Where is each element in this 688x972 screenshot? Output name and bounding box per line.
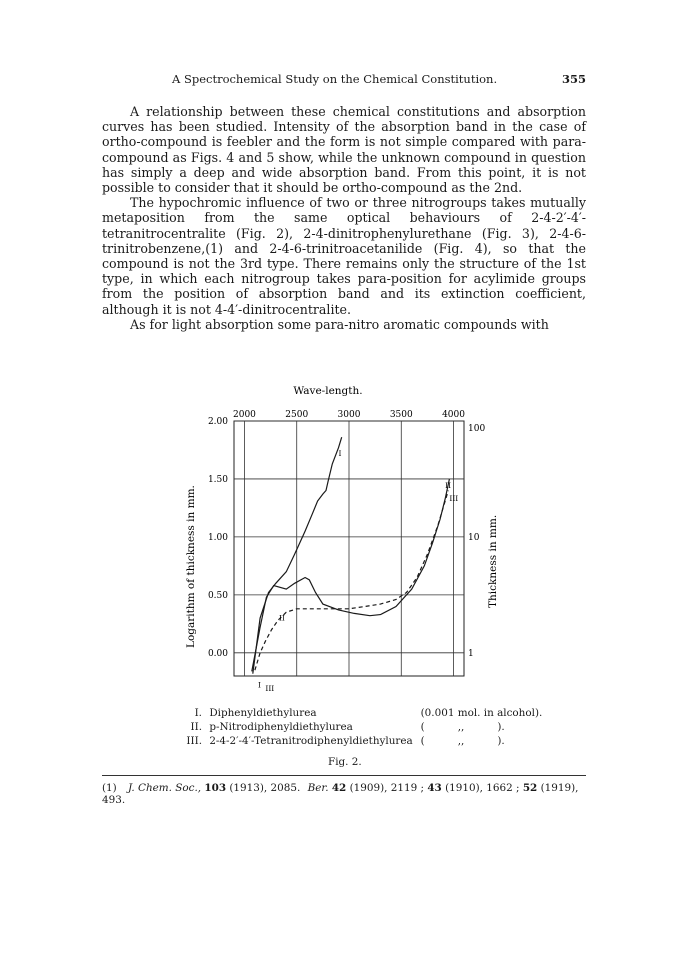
y-tick-label: 1.00 — [207, 532, 228, 543]
legend-row-1 — [178, 707, 542, 719]
footnote-journal-1: J. Chem. Soc., — [128, 782, 202, 794]
absorption-chart — [150, 376, 590, 694]
legend-condition: (0.001 mol. in alcohol). — [420, 707, 543, 719]
y2-tick-label: 10 — [468, 532, 480, 543]
curve-i — [253, 437, 342, 674]
footnote-volume-4: 52 — [522, 782, 538, 794]
figure-2 — [150, 376, 590, 781]
y-tick-label: 0.50 — [207, 590, 228, 601]
running-head: A Spectrochemical Study on the Chemical Constitution. — [172, 72, 498, 86]
legend-numeral: I. — [194, 707, 202, 719]
footnote-volume-3: 43 — [427, 782, 442, 794]
footnote-detail-1: (1913), 2085. — [229, 782, 301, 794]
footnote-rule — [102, 775, 586, 776]
curve-ii — [252, 479, 450, 671]
legend-compound: Diphenyldiethylurea — [209, 707, 317, 719]
y-tick-label: 1.50 — [207, 474, 228, 485]
chart-title: Wave-length. — [293, 385, 363, 397]
legend-condition: ( ,, ). — [420, 721, 505, 733]
footnote-detail-2: (1909), 2119 ; — [349, 782, 425, 794]
x-tick-label: 3500 — [389, 410, 413, 420]
curve-label: III — [265, 684, 275, 694]
paragraph-1: A relationship between these chemical constitutions and absorption curves has been studied. Intensity of the absorption band in the case of ortho-compound is feebler and the form is not simple compared with para-compound as Figs. 4 and 5 show, while the unknown compound in question has simply a deep and wide absorption band. From this point, it is not possible to consider that it should be ortho-compound as the 2nd. — [102, 104, 586, 196]
footnote-volume-1: 103 — [204, 782, 227, 794]
page-number: 355 — [562, 72, 587, 86]
footnote-volume-2: 42 — [331, 782, 347, 794]
legend-row-3 — [178, 735, 505, 747]
legend-numeral: II. — [190, 721, 202, 733]
x-tick-label: 3000 — [337, 410, 361, 420]
x-tick-label: 2000 — [233, 410, 256, 420]
body-text — [102, 104, 586, 332]
y-axis-label: Logarithm of thickness in mm. — [185, 485, 197, 648]
curve-label: III — [449, 493, 459, 503]
y2-axis-label: Thickness in mm. — [487, 514, 499, 608]
x-tick-label: 2500 — [285, 410, 309, 420]
curve-label: II — [278, 613, 285, 623]
curve-label: I — [258, 680, 262, 690]
y2-tick-label: 1 — [468, 648, 474, 659]
y2-tick-label: 100 — [468, 424, 486, 434]
figure-caption: Fig. 2. — [328, 756, 362, 768]
legend-numeral: III. — [186, 735, 202, 747]
footnote — [102, 782, 602, 806]
paragraph-2: The hypochromic influence of two or three nitrogroups takes mutually metaposition from the same optical behaviours of 2-4-2′-4′-tetranitrocentralite (Fig. 2), 2-4-dinitrophenylurethane (Fig. 3), 2-4-6-trinitrobenzene,(1) and 2-4-6-trinitroacetanilide (Fig. 4), so that the compound is not the 3rd type. There remains only the structure of the 1st type, in which each nitrogroup takes para-position for acylimide groups from the position of absorption band and its extinction coefficient, although it is not 4-4′-dinitrocentralite. — [102, 195, 586, 317]
footnote-detail-3: (1910), 1662 ; — [445, 782, 520, 794]
y-tick-label: 2.00 — [207, 417, 228, 427]
chart-curves — [252, 437, 458, 693]
curve-label: I — [338, 448, 342, 458]
legend-condition: ( ,, ). — [420, 735, 505, 747]
footnote-marker: (1) — [102, 782, 117, 794]
legend-row-2 — [178, 721, 505, 733]
curve-label: II — [445, 481, 452, 491]
curve-iii — [255, 491, 448, 671]
footnote-journal-2: Ber. — [307, 782, 329, 794]
legend-compound: 2-4-2′-4′-Tetranitrodiphenyldiethylurea — [209, 735, 413, 747]
footnote-detail-4: (1919), 493. — [102, 782, 579, 806]
legend-compound: p-Nitrodiphenyldiethylurea — [209, 721, 353, 733]
x-tick-label: 4000 — [442, 410, 465, 420]
chart-ticks — [208, 410, 485, 659]
paragraph-3: As for light absorption some para-nitro aromatic compounds with — [130, 316, 549, 332]
y-tick-label: 0.00 — [207, 648, 228, 659]
